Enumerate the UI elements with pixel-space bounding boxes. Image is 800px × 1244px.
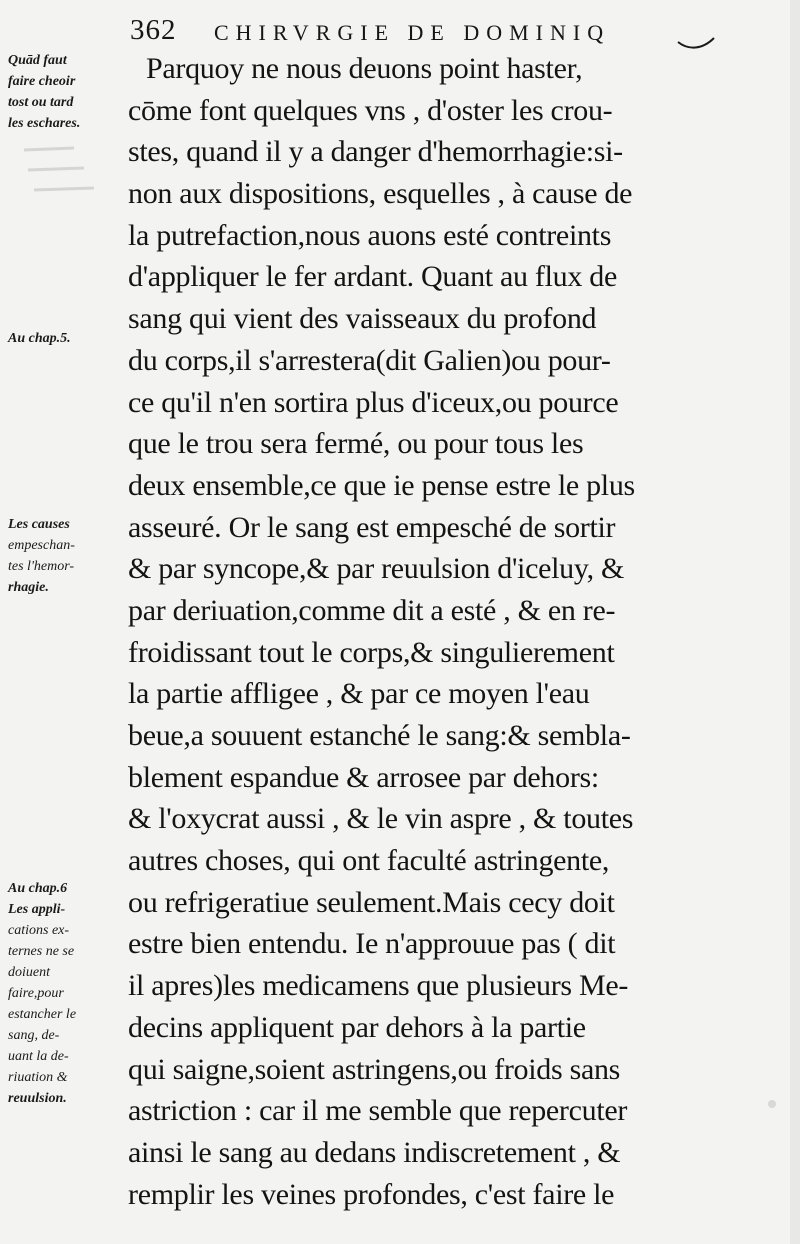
margin-note-line: sang, de- xyxy=(8,1028,60,1043)
text-line: beue,a souuent estanché le sang:& sembla- xyxy=(128,719,631,752)
margin-note-line: Les appli- xyxy=(8,902,66,917)
margin-note-line: tes l'hemor- xyxy=(8,559,75,574)
text-line: estre bien entendu. Ie n'approuue pas ( dit xyxy=(128,927,616,961)
margin-note-line: tost ou tard xyxy=(8,95,74,110)
margin-note-line: uant la de- xyxy=(8,1049,69,1064)
text-line: asseuré. Or le sang est empesché de sortir xyxy=(128,510,616,544)
text-line: ce qu'il n'en sortira plus d'iceux,ou pource xyxy=(128,385,619,419)
running-head xyxy=(130,10,750,50)
margin-note-line: ternes ne se xyxy=(8,944,75,959)
text-line: par deriuation,comme dit a esté , & en re- xyxy=(128,593,616,627)
margin-notes xyxy=(0,0,128,1244)
page-number: 362 xyxy=(130,14,177,46)
text-line: cōme font quelques vns , d'oster les crou- xyxy=(128,93,613,127)
text-line: blement espandue & arrosee par dehors: xyxy=(128,760,599,794)
ink-spot xyxy=(768,1100,776,1108)
text-line: la putrefaction,nous auons esté contreints xyxy=(128,218,612,252)
text-line: la partie affligee , & par ce moyen l'eau xyxy=(128,677,590,711)
body-text xyxy=(128,48,742,1215)
margin-note-line: riuation & xyxy=(8,1070,68,1085)
running-title: CHIRVRGIE DE DOMINIQ xyxy=(214,20,611,45)
text-line: deux ensemble,ce que ie pense estre le plus xyxy=(128,468,635,502)
margin-note-line: doiuent xyxy=(8,965,50,980)
text-line: que le trou sera fermé, ou pour tous les xyxy=(128,427,584,461)
margin-note-line: Au chap.5. xyxy=(8,331,71,346)
margin-note-line: Quād faut xyxy=(8,53,67,68)
text-line: & par syncope,& par reuulsion d'iceluy, & xyxy=(128,552,625,586)
text-line: remplir les veines profondes, c'est faire le xyxy=(128,1177,615,1211)
text-line: d'appliquer le fer ardant. Quant au flux de xyxy=(128,260,617,294)
text-line: autres choses, qui ont faculté astringente, xyxy=(128,844,610,878)
text-line: il apres)les medicamens que plusieurs Me- xyxy=(128,969,629,1003)
text-line: sang qui vient des vaisseaux du profond xyxy=(128,302,597,336)
margin-note-causes xyxy=(8,514,128,598)
text-line: & l'oxycrat aussi , & le vin aspre , & toutes xyxy=(128,802,634,836)
text-line: du corps,il s'arrestera(dit Galien)ou pour- xyxy=(128,343,611,377)
margin-note-line: Au chap.6 xyxy=(8,881,68,896)
text-line: ainsi le sang au dedans indiscretement , & xyxy=(128,1135,621,1169)
text-line: astriction : car il me semble que repercuter xyxy=(128,1094,628,1128)
text-line: froidissant tout le corps,& singulierement xyxy=(128,635,615,669)
margin-note-line: faire,pour xyxy=(8,986,64,1001)
text-line: non aux dispositions, esquelles , à cause de xyxy=(128,177,633,211)
margin-note-line: faire cheoir xyxy=(8,74,76,89)
text-line: Parquoy ne nous deuons point haster, xyxy=(146,52,583,85)
margin-note-line: les eschares. xyxy=(8,116,81,131)
margin-note-line: cations ex- xyxy=(8,923,70,938)
margin-note-chapter-6 xyxy=(8,878,128,1109)
margin-note-line: empeschan- xyxy=(8,538,75,553)
text-line: decins appliquent par dehors à la partie xyxy=(128,1010,586,1044)
margin-note-eschares xyxy=(8,50,128,134)
text-line: stes, quand il y a danger d'hemorrhagie:si- xyxy=(128,135,623,169)
margin-note-chapter-5 xyxy=(8,328,128,349)
text-line: qui saigne,soient astringens,ou froids sans xyxy=(128,1052,621,1086)
margin-note-line: estancher le xyxy=(8,1007,77,1022)
margin-note-line: reuulsion. xyxy=(8,1091,67,1106)
margin-note-line: Les causes xyxy=(8,517,70,532)
margin-note-line: rhagie. xyxy=(8,580,49,595)
text-line: ou refrigeratiue seulement.Mais cecy doit xyxy=(128,885,615,919)
